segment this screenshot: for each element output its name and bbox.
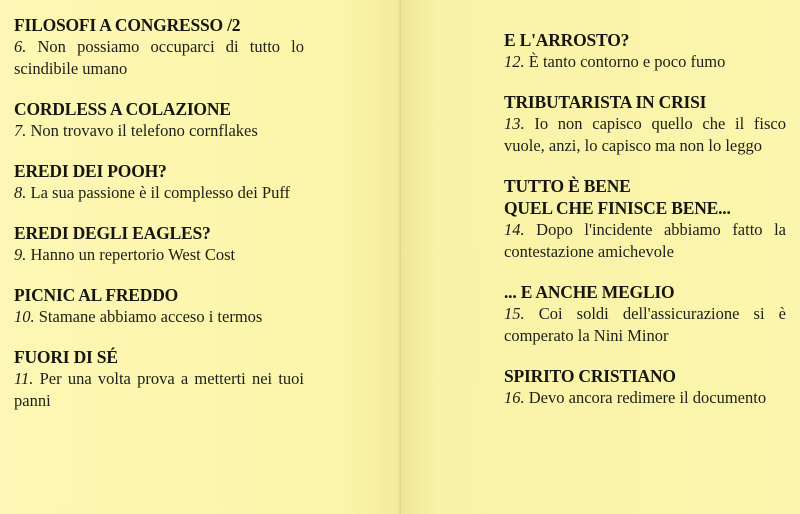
- entry-title: PICNIC AL FREDDO: [14, 285, 179, 305]
- entry-text: [14, 36, 304, 80]
- entry-number: 9.: [14, 245, 27, 264]
- entry-text: [14, 244, 304, 266]
- entry-text: [504, 387, 786, 409]
- entry-number: 16.: [504, 388, 525, 407]
- entry-text: [504, 219, 786, 263]
- entry-body: Coi soldi dell'assicurazione si è comperato la Nini Minor: [504, 304, 786, 345]
- entry-number: 11.: [14, 369, 34, 388]
- entry-text: [14, 120, 304, 142]
- entry-title: TUTTO È BENE QUEL CHE FINISCE BENE...: [504, 176, 731, 218]
- entry-text: [14, 306, 304, 328]
- entry-6: [14, 14, 401, 80]
- entry-title: EREDI DEI POOH?: [14, 161, 167, 181]
- entry-number: 15.: [504, 304, 525, 323]
- entry-10: [14, 284, 401, 328]
- entry-body: Stamane abbiamo acceso i termos: [38, 307, 263, 326]
- entry-body: Devo ancora redimere il documento: [528, 388, 767, 407]
- entry-body: Io non capisco quello che il fisco vuole, anzi, lo capisco ma non lo leggo: [504, 114, 786, 155]
- entry-number: 6.: [14, 37, 27, 56]
- entry-body: Non trovavo il telefono cornflakes: [30, 121, 258, 140]
- entry-body: La sua passione è il complesso dei Puff: [30, 183, 291, 202]
- entry-title: SPIRITO CRISTIANO: [504, 366, 676, 386]
- entry-13: [504, 91, 800, 157]
- entry-title: EREDI DEGLI EAGLES?: [14, 223, 211, 243]
- entry-text: [14, 368, 304, 412]
- entry-number: 8.: [14, 183, 27, 202]
- entry-number: 10.: [14, 307, 35, 326]
- entry-9: [14, 222, 401, 266]
- entry-title: CORDLESS A COLAZIONE: [14, 99, 231, 119]
- entry-number: 7.: [14, 121, 27, 140]
- entry-title: TRIBUTARISTA IN CRISI: [504, 92, 707, 112]
- entry-body: Per una volta prova a metterti nei tuoi panni: [14, 369, 304, 410]
- entry-text: [504, 113, 786, 157]
- entry-16: [504, 365, 800, 409]
- entry-title: FUORI DI SÉ: [14, 347, 118, 367]
- entry-text: [14, 182, 304, 204]
- entry-11: [14, 346, 401, 412]
- entry-body: Hanno un repertorio West Cost: [30, 245, 236, 264]
- entry-number: 12.: [504, 52, 525, 71]
- entry-number: 13.: [504, 114, 525, 133]
- entry-title: FILOSOFI A CONGRESSO /2: [14, 15, 241, 35]
- right-page: [401, 0, 800, 514]
- entry-number: 14.: [504, 220, 525, 239]
- entry-7: [14, 98, 401, 142]
- entry-text: [504, 51, 786, 73]
- entry-title: E L'ARROSTO?: [504, 30, 630, 50]
- entry-14: [504, 175, 800, 263]
- entry-15: [504, 281, 800, 347]
- entry-body: È tanto contorno e poco fumo: [528, 52, 726, 71]
- entry-title: ... E ANCHE MEGLIO: [504, 282, 675, 302]
- entry-12: [504, 29, 800, 73]
- entry-text: [504, 303, 786, 347]
- entry-8: [14, 160, 401, 204]
- entry-body: Dopo l'incidente abbiamo fatto la contestazione amichevole: [504, 220, 787, 261]
- entry-body: Non possiamo occuparci di tutto lo scindibile umano: [14, 37, 304, 78]
